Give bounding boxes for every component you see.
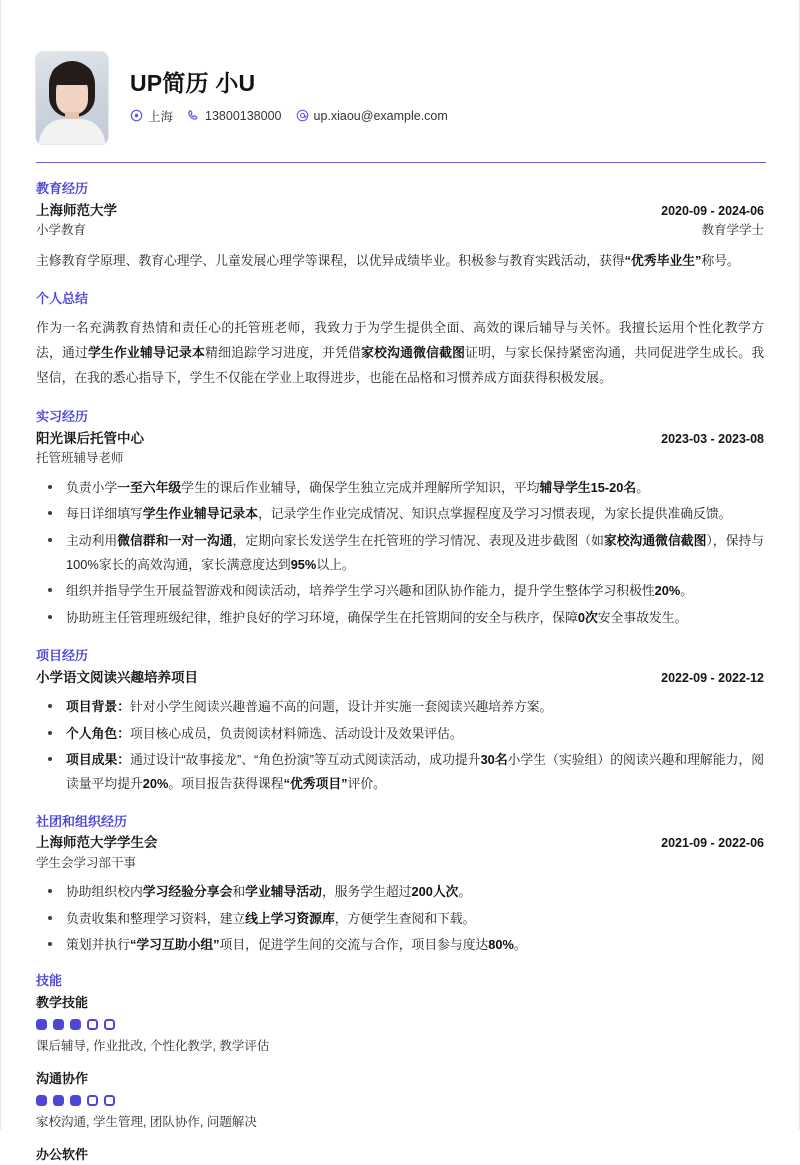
education-school: 上海师范大学 <box>36 202 117 218</box>
list-item: 负责收集和整理学习资料，建立线上学习资源库，方便学生查阅和下载。 <box>36 907 764 931</box>
skill-name: 教学技能 <box>36 995 89 1011</box>
skill-dot-empty <box>87 1019 98 1030</box>
list-item: 组织并指导学生开展益智游戏和阅读活动，培养学生学习兴趣和团队协作能力，提升学生整体学习积极性20%。 <box>36 579 764 603</box>
location-pin-icon <box>130 109 143 122</box>
internship-company: 阳光课后托管中心 <box>36 431 144 447</box>
internship-date: 2023-03 - 2023-08 <box>661 432 764 447</box>
skill-dot-filled <box>70 1019 81 1030</box>
skill-name: 办公软件 <box>36 1146 89 1162</box>
contact-email-value: up.xiaou@example.com <box>313 108 448 123</box>
skill-dot-filled <box>53 1095 64 1106</box>
skill-block <box>36 1145 764 1165</box>
contact-list <box>130 107 764 125</box>
contact-phone <box>187 109 281 123</box>
summary-description: 作为一名充满教育热情和责任心的托管班老师，我致力于为学生提供全面、高效的课后辅导与关怀。我擅长运用个性化教学方法，通过学生作业辅导记录本精细追踪学习进度，并凭借家校沟通微信截图证明，与家长保持紧密沟通，共同促进学生成长。我坚信，在我的悉心指导下，学生不仅能在学业上取得进步，也能在品格和习惯养成方面获得积极发展。 <box>36 320 765 386</box>
list-item: 项目成果：通过设计“故事接龙”、“角色扮演”等互动式阅读活动，成功提升30名小学生（实验组）的阅读兴趣和理解能力，阅读量平均提升20%。项目报告获得课程“优秀项目”评价。 <box>36 748 764 795</box>
project-entry-head <box>36 668 764 688</box>
resume-header <box>36 52 764 158</box>
contact-location-value: 上海 <box>148 109 174 124</box>
skill-tags: 课后辅导, 作业批改, 个性化教学, 教学评估 <box>36 1038 270 1053</box>
section-title-internship: 实习经历 <box>36 409 89 425</box>
section-education <box>36 181 764 273</box>
club-organization: 上海师范大学学生会 <box>36 835 158 851</box>
list-item: 负责小学一至六年级学生的课后作业辅导，确保学生独立完成并理解所学知识，平均辅导学生15-20名。 <box>36 476 764 500</box>
section-title-education: 教育经历 <box>36 181 89 196</box>
list-item: 协助组织校内学习经验分享会和学业辅导活动，服务学生超过200人次。 <box>36 880 764 904</box>
club-sub-line <box>36 854 764 873</box>
header-divider <box>36 162 766 163</box>
skill-level-rating <box>36 1019 764 1030</box>
identity-block <box>130 71 764 124</box>
avatar-shirt <box>39 119 105 144</box>
education-entry-head <box>36 201 764 221</box>
contact-location <box>130 107 173 125</box>
at-email-icon <box>296 109 309 122</box>
section-title-summary: 个人总结 <box>36 291 89 307</box>
skill-dot-filled <box>53 1019 64 1030</box>
skill-level-rating <box>36 1095 764 1106</box>
section-summary <box>36 291 764 391</box>
avatar-fringe <box>51 65 93 85</box>
list-item: 协助班主任管理班级纪律，维护良好的学习环境，确保学生在托管期间的安全与秩序，保障0次安全事故发生。 <box>36 606 764 630</box>
internship-bullets <box>36 476 764 630</box>
club-date: 2021-09 - 2022-06 <box>661 836 764 851</box>
contact-email <box>296 109 448 123</box>
club-bullets <box>36 880 764 957</box>
education-major: 小学教育 <box>36 223 87 238</box>
project-date: 2022-09 - 2022-12 <box>661 670 764 685</box>
skill-dot-filled <box>36 1095 47 1106</box>
section-project <box>36 648 764 796</box>
section-title-club: 社团和组织经历 <box>36 813 128 829</box>
section-internship <box>36 409 764 630</box>
internship-role: 托管班辅导老师 <box>36 451 124 466</box>
skill-dot-empty <box>104 1095 115 1106</box>
list-item: 项目背景：针对小学生阅读兴趣普遍不高的问题，设计并实施一套阅读兴趣培养方案。 <box>36 695 764 719</box>
skill-tags: 家校沟通, 学生管理, 团队协作, 问题解决 <box>36 1114 257 1129</box>
skill-list <box>36 993 764 1165</box>
page-title: UP简历 小U <box>130 70 256 97</box>
club-role: 学生会学习部干事 <box>36 855 137 870</box>
skill-block <box>36 1069 764 1132</box>
skill-block <box>36 993 764 1056</box>
phone-icon <box>187 109 200 122</box>
education-description: 主修教育学原理、教育心理学、儿童发展心理学等课程，以优异成绩毕业。积极参与教育实践活动，获得“优秀毕业生”称号。 <box>36 252 740 268</box>
list-item: 个人角色：项目核心成员，负责阅读材料筛选、活动设计及效果评估。 <box>36 722 764 746</box>
list-item: 策划并执行“学习互助小组”项目，促进学生间的交流与合作，项目参与度达80%。 <box>36 933 764 957</box>
education-sub-line <box>36 221 764 240</box>
section-title-project: 项目经历 <box>36 647 89 663</box>
contact-phone-value: 13800138000 <box>205 108 282 123</box>
list-item: 每日详细填写学生作业辅导记录本，记录学生作业完成情况、知识点掌握程度及学习习惯表现，为家长提供准确反馈。 <box>36 502 764 526</box>
skill-dot-empty <box>104 1019 115 1030</box>
section-club <box>36 814 764 958</box>
section-title-skills: 技能 <box>36 973 63 989</box>
skill-dot-filled <box>70 1095 81 1106</box>
project-bullets <box>36 695 764 796</box>
avatar <box>36 52 108 144</box>
skill-dot-filled <box>36 1019 47 1030</box>
club-entry-head <box>36 833 764 853</box>
project-name: 小学语文阅读兴趣培养项目 <box>36 669 198 685</box>
education-degree: 教育学学士 <box>701 223 764 238</box>
skill-name: 沟通协作 <box>36 1070 89 1086</box>
internship-entry-head <box>36 429 764 449</box>
skill-dot-empty <box>87 1095 98 1106</box>
education-date: 2020-09 - 2024-06 <box>661 203 764 218</box>
list-item: 主动利用微信群和一对一沟通，定期向家长发送学生在托管班的学习情况、表现及进步截图（如家校沟通微信截图），保持与100%家长的高效沟通，家长满意度达到95%以上。 <box>36 529 764 576</box>
section-skills <box>36 973 764 1165</box>
internship-sub-line <box>36 449 764 468</box>
